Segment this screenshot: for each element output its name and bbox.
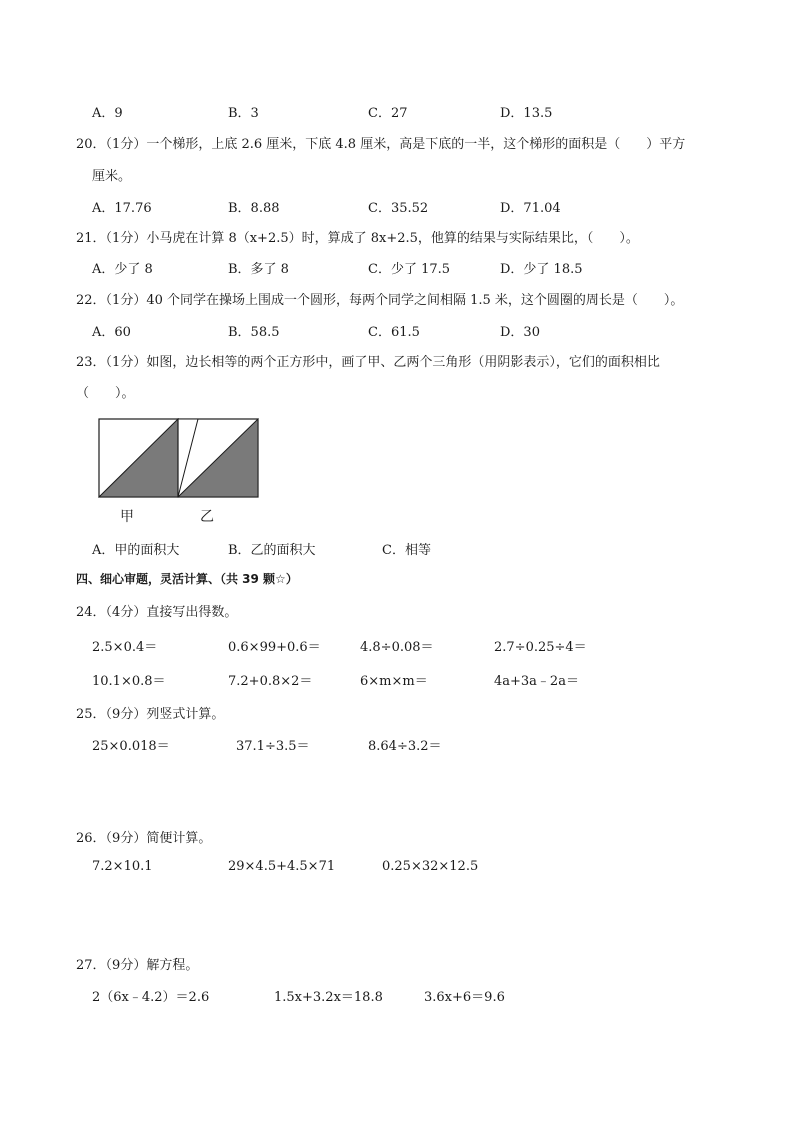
q25-item: 37.1÷3.5＝ bbox=[236, 739, 310, 754]
q20-stem-line1: 20．（1分）一个梯形，上底 2.6 厘米，下底 4.8 厘米，高是下底的一半，这个梯形的面积是（ ）平方 bbox=[76, 137, 686, 152]
q21-option-a: A．少了 8 bbox=[92, 262, 153, 277]
q24-item: 7.2+0.8×2＝ bbox=[228, 674, 313, 689]
q25-item: 25×0.018＝ bbox=[92, 739, 170, 754]
q21-stem: 21．（1分）小马虎在计算 8（x+2.5）时，算成了 8x+2.5，他算的结果与实际结果比，（ ）。 bbox=[76, 231, 639, 246]
q21-option-c: C．少了 17.5 bbox=[368, 262, 451, 277]
q20-option-d: D．71.04 bbox=[500, 201, 561, 216]
q22-stem: 22．（1分）40 个同学在操场上围成一个圆形，每两个同学之间相隔 1.5 米，这个圆圈的周长是（ ）。 bbox=[76, 293, 684, 308]
q27-item: 1.5x+3.2x＝18.8 bbox=[274, 990, 383, 1005]
q20-stem-line2: 厘米。 bbox=[92, 169, 132, 184]
q26-item: 0.25×32×12.5 bbox=[382, 859, 479, 874]
q23-stem-line1: 23．（1分）如图，边长相等的两个正方形中，画了甲、乙两个三角形（用阴影表示），它们的面积相比 bbox=[76, 355, 660, 370]
q24-title: 24．（4分）直接写出得数。 bbox=[76, 605, 238, 620]
q23-option-a: A．甲的面积大 bbox=[92, 543, 180, 558]
q19-option-c: C．27 bbox=[368, 106, 408, 121]
q22-option-b: B．58.5 bbox=[228, 325, 280, 340]
q24-item: 2.7÷0.25÷4＝ bbox=[494, 640, 587, 655]
q24-item: 4.8÷0.08＝ bbox=[360, 640, 434, 655]
q23-option-b: B．乙的面积大 bbox=[228, 543, 316, 558]
q26-item: 7.2×10.1 bbox=[92, 859, 153, 874]
q24-item: 2.5×0.4＝ bbox=[92, 640, 158, 655]
q25-title: 25．（9分）列竖式计算。 bbox=[76, 707, 225, 722]
q23-option-c: C．相等 bbox=[382, 543, 431, 558]
q24-item: 0.6×99+0.6＝ bbox=[228, 640, 321, 655]
label-jia: 甲 bbox=[120, 509, 134, 525]
q23-stem-line2: （ ）。 bbox=[76, 386, 135, 401]
q19-option-d: D．13.5 bbox=[500, 106, 553, 121]
q22-option-a: A．60 bbox=[92, 325, 131, 340]
section-4-heading: 四、细心审题，灵活计算、（共 39 颗☆） bbox=[76, 572, 298, 586]
q20-option-c: C．35.52 bbox=[368, 201, 429, 216]
q22-option-d: D．30 bbox=[500, 325, 540, 340]
q24-item: 4a+3a﹣2a＝ bbox=[494, 674, 579, 689]
q24-item: 10.1×0.8＝ bbox=[92, 674, 166, 689]
q26-item: 29×4.5+4.5×71 bbox=[228, 859, 336, 874]
q19-option-b: B．3 bbox=[228, 106, 259, 121]
q27-item: 3.6x+6＝9.6 bbox=[424, 990, 505, 1005]
q20-option-a: A．17.76 bbox=[92, 201, 152, 216]
q23-figure bbox=[98, 418, 260, 498]
q19-option-a: A．9 bbox=[92, 106, 123, 121]
triangle-jia bbox=[99, 419, 178, 497]
q27-title: 27．（9分）解方程。 bbox=[76, 958, 199, 973]
q27-item: 2（6x﹣4.2）＝2.6 bbox=[92, 990, 210, 1005]
q24-item: 6×m×m＝ bbox=[360, 674, 428, 689]
label-yi: 乙 bbox=[200, 509, 214, 525]
q21-option-d: D．少了 18.5 bbox=[500, 262, 583, 277]
q20-option-b: B．8.88 bbox=[228, 201, 280, 216]
q25-item: 8.64÷3.2＝ bbox=[368, 739, 442, 754]
q26-title: 26．（9分）简便计算。 bbox=[76, 831, 212, 846]
q21-option-b: B．多了 8 bbox=[228, 262, 289, 277]
q22-option-c: C．61.5 bbox=[368, 325, 420, 340]
